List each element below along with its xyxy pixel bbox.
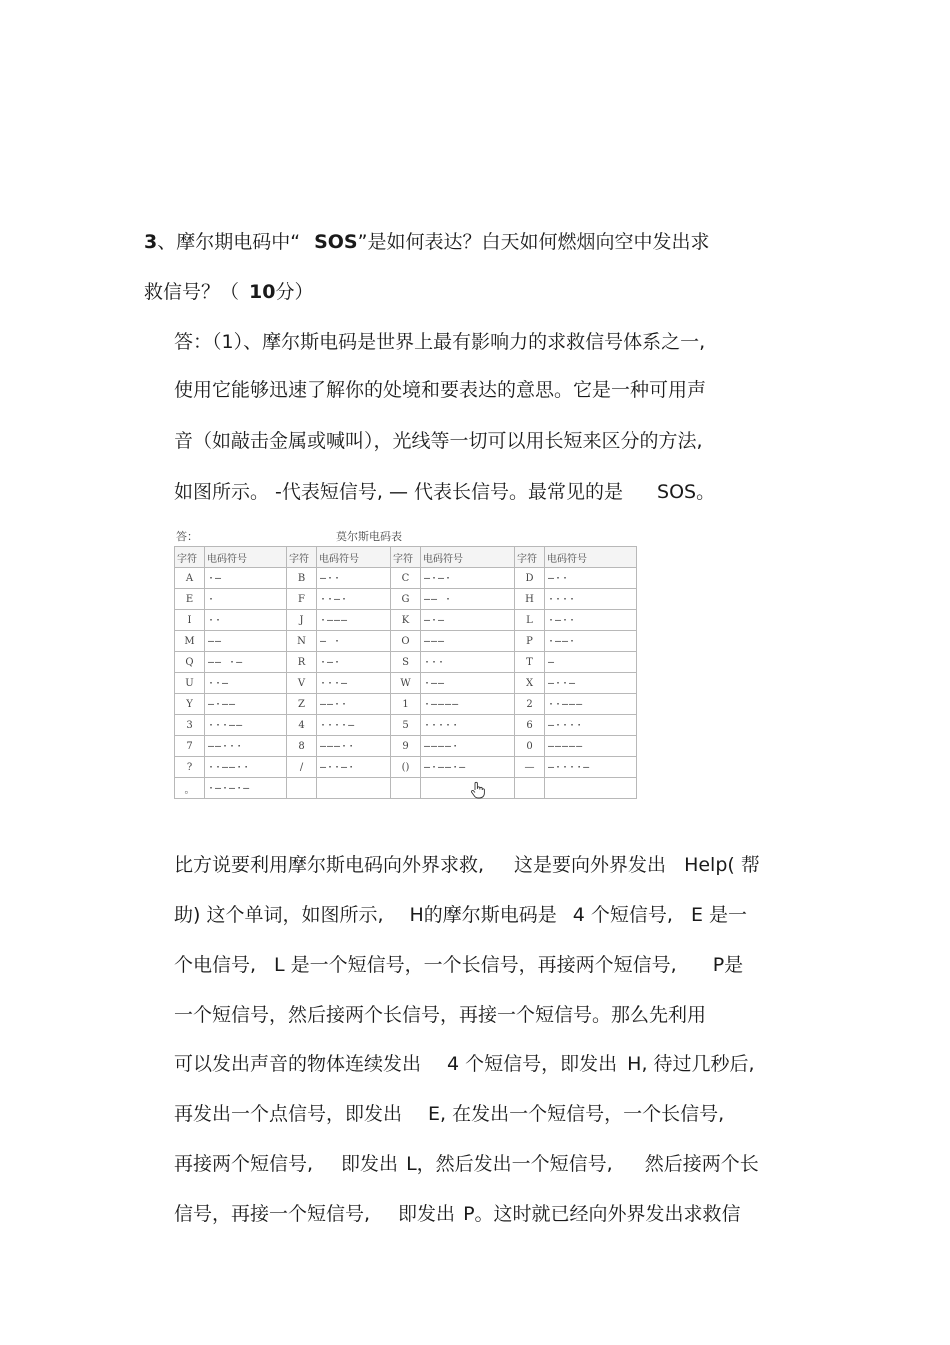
morse-code-figure — [174, 526, 636, 821]
morse-code: ··——— — [545, 694, 637, 715]
morse-code: ····— — [317, 715, 391, 736]
hand-cursor-icon — [470, 781, 486, 799]
table-row — [175, 673, 637, 694]
para-line-4: 一个短信号，然后接两个长信号，再接一个短信号。那么先利用 — [174, 1004, 707, 1026]
answer-line-4a: 如图所示。 -代表短信号, — 代表长信号。最常见的是 — [174, 481, 624, 503]
morse-char: 9 — [391, 736, 421, 757]
question-line2-post: 分） — [275, 281, 314, 303]
header-code: 电码符号 — [317, 547, 391, 568]
morse-code — [317, 778, 391, 799]
morse-code: —·· — [545, 568, 637, 589]
morse-char: M — [175, 631, 205, 652]
morse-code: ···—— — [205, 715, 287, 736]
question-text-post: ”是如何表达？白天如何燃烟向空中发出求 — [357, 231, 710, 253]
morse-code: ·—·· — [545, 610, 637, 631]
morse-code: ·—·—·— — [205, 778, 287, 799]
table-row — [175, 631, 637, 652]
morse-char: U — [175, 673, 205, 694]
question-text-pre: 、摩尔期电码中“ — [157, 231, 301, 253]
morse-char: 3 — [175, 715, 205, 736]
figure-label: 答： — [176, 530, 198, 543]
morse-code: —···· — [545, 715, 637, 736]
para-l5-b: 4 个短信号，即发出 — [447, 1053, 618, 1075]
para-l3-a: 个电信号, — [174, 954, 257, 976]
morse-char: W — [391, 673, 421, 694]
morse-code: —·——·— — [421, 757, 515, 778]
morse-char: 。 — [175, 778, 205, 799]
para-l7-b: 即发出 — [341, 1153, 399, 1175]
morse-char: 1 — [391, 694, 421, 715]
morse-code: ··—· — [317, 589, 391, 610]
morse-char: G — [391, 589, 421, 610]
morse-code: —— ·— — [205, 652, 287, 673]
morse-char: B — [287, 568, 317, 589]
para-line-7 — [174, 1151, 759, 1177]
para-l1-c: Help( 帮 — [684, 854, 760, 876]
answer-line-4 — [174, 479, 715, 505]
morse-code: ————· — [421, 736, 515, 757]
header-char: 字符 — [391, 547, 421, 568]
morse-char: R — [287, 652, 317, 673]
morse-code: ·—· — [317, 652, 391, 673]
morse-char: () — [391, 757, 421, 778]
morse-table-body — [175, 547, 637, 799]
para-l1-a: 比方说要利用摩尔斯电码向外界求救, — [174, 854, 485, 876]
morse-char: D — [515, 568, 545, 589]
morse-char: 2 — [515, 694, 545, 715]
morse-code — [421, 778, 515, 799]
morse-code: ·— — [205, 568, 287, 589]
para-line-3 — [174, 952, 743, 978]
morse-char: L — [515, 610, 545, 631]
morse-code: ·——— — [317, 610, 391, 631]
morse-char: X — [515, 673, 545, 694]
morse-code: — — [545, 652, 637, 673]
table-row — [175, 715, 637, 736]
morse-code: —·—— — [205, 694, 287, 715]
table-row — [175, 778, 637, 799]
table-row — [175, 568, 637, 589]
morse-code: ··——·· — [205, 757, 287, 778]
morse-char: C — [391, 568, 421, 589]
morse-char: S — [391, 652, 421, 673]
morse-code: —····— — [545, 757, 637, 778]
header-char: 字符 — [515, 547, 545, 568]
morse-code: · — [205, 589, 287, 610]
morse-code: ··— — [205, 673, 287, 694]
para-l7-c: L，然后发出一个短信号, — [406, 1153, 613, 1175]
para-l6-a: 再发出一个点信号，即发出 — [174, 1103, 403, 1125]
answer-line-3: 音（如敲击金属或喊叫），光线等一切可以用长短来区分的方法, — [174, 430, 703, 452]
para-l3-b: L 是一个短信号，一个长信号，再接两个短信号, — [274, 954, 677, 976]
header-code: 电码符号 — [205, 547, 287, 568]
morse-char: 5 — [391, 715, 421, 736]
para-l8-c: P。这时就已经向外界发出求救信 — [463, 1203, 741, 1225]
header-code: 电码符号 — [421, 547, 515, 568]
table-row — [175, 694, 637, 715]
answer-line-2: 使用它能够迅速了解你的处境和要表达的意思。它是一种可用声 — [174, 379, 707, 401]
table-row — [175, 610, 637, 631]
morse-char: P — [515, 631, 545, 652]
question-line2-pre: 救信号？（ — [144, 281, 240, 303]
morse-char: H — [515, 589, 545, 610]
question-line-1 — [144, 229, 709, 255]
question-sos: SOS — [314, 231, 358, 253]
morse-code-table — [174, 546, 637, 799]
morse-code: ———·· — [317, 736, 391, 757]
header-char: 字符 — [175, 547, 205, 568]
morse-code: — · — [317, 631, 391, 652]
morse-char: Y — [175, 694, 205, 715]
morse-char — [391, 778, 421, 799]
morse-char: Z — [287, 694, 317, 715]
morse-char: — — [515, 757, 545, 778]
morse-char: O — [391, 631, 421, 652]
para-line-6 — [174, 1101, 724, 1127]
morse-code: —— · — [421, 589, 515, 610]
morse-char: I — [175, 610, 205, 631]
morse-char: / — [287, 757, 317, 778]
morse-char: 8 — [287, 736, 317, 757]
morse-char: ? — [175, 757, 205, 778]
morse-char — [515, 778, 545, 799]
morse-code: ·· — [205, 610, 287, 631]
morse-char: J — [287, 610, 317, 631]
para-l3-c: P是 — [712, 954, 744, 976]
morse-char: N — [287, 631, 317, 652]
morse-code: —··—· — [317, 757, 391, 778]
morse-char: 7 — [175, 736, 205, 757]
morse-char: 0 — [515, 736, 545, 757]
para-l5-c: H, 待过几秒后, — [627, 1053, 755, 1075]
morse-code: ····· — [421, 715, 515, 736]
morse-char: T — [515, 652, 545, 673]
para-l2-b: H的摩尔斯电码是 — [409, 904, 557, 926]
morse-header-row — [175, 547, 637, 568]
morse-code: —··— — [545, 673, 637, 694]
para-l5-a: 可以发出声音的物体连续发出 — [174, 1053, 422, 1075]
morse-char: 4 — [287, 715, 317, 736]
morse-code: ——— — [421, 631, 515, 652]
header-code: 电码符号 — [545, 547, 637, 568]
para-l6-b: E, 在发出一个短信号，一个长信号, — [428, 1103, 725, 1125]
morse-code: —·· — [317, 568, 391, 589]
morse-char: 6 — [515, 715, 545, 736]
para-l8-b: 即发出 — [398, 1203, 456, 1225]
morse-code: —·—· — [421, 568, 515, 589]
morse-code: ·—— — [421, 673, 515, 694]
para-line-8 — [174, 1201, 741, 1227]
morse-code: ···· — [545, 589, 637, 610]
morse-char — [287, 778, 317, 799]
morse-char: F — [287, 589, 317, 610]
morse-code: ·———— — [421, 694, 515, 715]
para-l1-b: 这是要向外界发出 — [514, 854, 667, 876]
morse-code: ——·· — [317, 694, 391, 715]
table-row — [175, 652, 637, 673]
question-line-2 — [144, 279, 313, 305]
morse-char: E — [175, 589, 205, 610]
para-l7-d: 然后接两个长 — [644, 1153, 759, 1175]
para-line-5 — [174, 1051, 755, 1077]
para-line-2 — [174, 902, 747, 928]
figure-title: 莫尔斯电码表 — [336, 530, 402, 543]
morse-code — [545, 778, 637, 799]
para-l2-d: E 是一 — [690, 904, 748, 926]
answer-line-4b: SOS。 — [657, 481, 716, 503]
table-row — [175, 736, 637, 757]
morse-code: ···— — [317, 673, 391, 694]
answer-line-1: 答：（1）、摩尔斯电码是世界上最有影响力的求救信号体系之一, — [174, 331, 706, 353]
header-char: 字符 — [287, 547, 317, 568]
para-l7-a: 再接两个短信号, — [174, 1153, 314, 1175]
morse-code: ·——· — [545, 631, 637, 652]
morse-code: —·— — [421, 610, 515, 631]
morse-code: ————— — [545, 736, 637, 757]
morse-char: A — [175, 568, 205, 589]
morse-code: ··· — [421, 652, 515, 673]
para-l8-a: 信号，再接一个短信号, — [174, 1203, 371, 1225]
para-l2-a: 助) 这个单词，如图所示, — [174, 904, 384, 926]
morse-char: Q — [175, 652, 205, 673]
table-row — [175, 589, 637, 610]
para-l2-c: 4 个短信号, — [572, 904, 673, 926]
morse-char: K — [391, 610, 421, 631]
table-row — [175, 757, 637, 778]
question-number: 3 — [144, 231, 158, 253]
question-score: 10 — [249, 281, 276, 303]
para-line-1 — [174, 852, 760, 878]
morse-char: V — [287, 673, 317, 694]
morse-code: ——··· — [205, 736, 287, 757]
morse-code: —— — [205, 631, 287, 652]
